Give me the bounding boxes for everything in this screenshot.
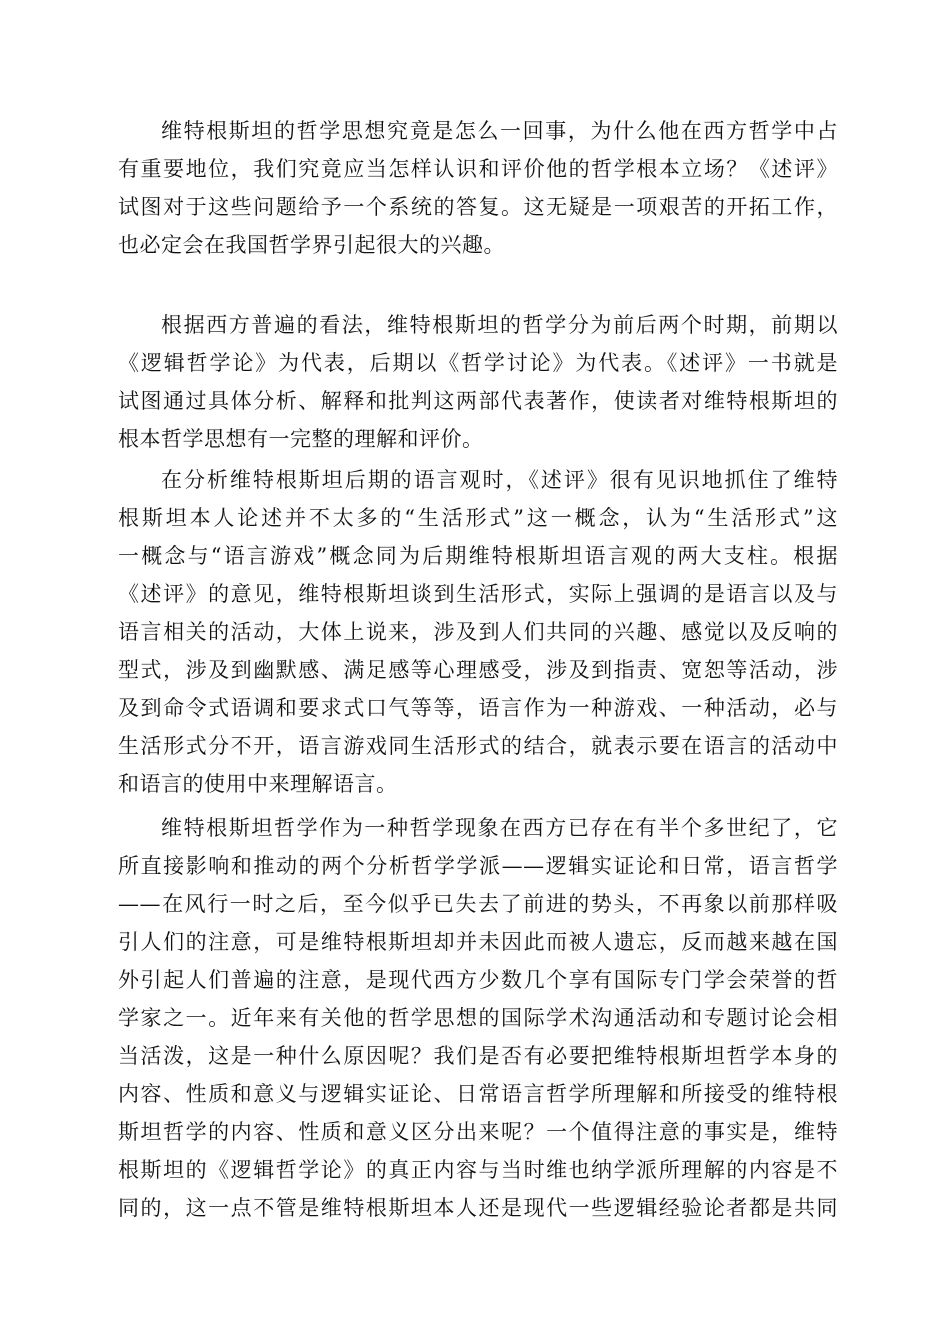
text-line: 一概念与“语言游戏”概念同为后期维特根斯坦语言观的两大支柱。根据 [118,544,838,568]
text-line: 《逻辑哲学论》为代表，后期以《哲学讨论》为代表。《述评》一书就是 [118,351,838,375]
text-line: 试图对于这些问题给予一个系统的答复。这无疑是一项艰苦的开拓工作， [118,195,838,219]
text-line: 学家之一。近年来有关他的哲学思想的国际学术沟通活动和专题讨论会相 [118,1006,838,1030]
paragraph-1 [118,112,838,264]
text-line: 外引起人们普遍的注意，是现代西方少数几个享有国际专门学会荣誉的哲 [118,968,838,992]
paragraph-3 [118,461,838,803]
text-line: 同的，这一点不管是维特根斯坦本人还是现代一些逻辑经验论者都是共同 [118,1196,838,1220]
text-line: 引人们的注意，可是维特根斯坦却并未因此而被人遗忘，反而越来越在国 [118,930,838,954]
text-line: 有重要地位，我们究竟应当怎样认识和评价他的哲学根本立场？《述评》 [118,157,838,181]
text-line: 也必定会在我国哲学界引起很大的兴趣。 [118,233,505,257]
text-line: 在分析维特根斯坦后期的语言观时，《述评》很有见识地抓住了维特 [161,468,838,492]
text-line: 语言相关的活动，大体上说来，涉及到人们共同的兴趣、感觉以及反响的 [118,620,838,644]
text-line: 试图通过具体分析、解释和批判这两部代表著作，使读者对维特根斯坦的 [118,389,838,413]
text-line: 斯坦哲学的内容、性质和意义区分出来呢？一个值得注意的事实是，维特 [118,1120,838,1144]
text-line: 维特根斯坦哲学作为一种哲学现象在西方已存在有半个多世纪了，它 [161,816,838,840]
text-line: 维特根斯坦的哲学思想究竟是怎么一回事，为什么他在西方哲学中占 [161,119,838,143]
text-line: 及到命令式语调和要求式口气等等，语言作为一种游戏、一种活动，必与 [118,696,838,720]
text-line: 生活形式分不开，语言游戏同生活形式的结合，就表示要在语言的活动中 [118,734,838,758]
text-line: 根本哲学思想有一完整的理解和评价。 [118,427,484,451]
text-line: 和语言的使用中来理解语言。 [118,772,398,796]
paragraph-2 [118,306,838,458]
text-line: ——在风行一时之后，至今似乎已失去了前进的势头，不再象以前那样吸 [118,892,838,916]
text-line: 根斯坦的《逻辑哲学论》的真正内容与当时维也纳学派所理解的内容是不 [118,1158,838,1182]
text-line: 《述评》的意见，维特根斯坦谈到生活形式，实际上强调的是语言以及与 [118,582,838,606]
text-line: 根斯坦本人论述并不太多的“生活形式”这一概念，认为“生活形式”这 [118,506,838,530]
paragraph-4 [118,809,838,1227]
text-line: 所直接影响和推动的两个分析哲学学派——逻辑实证论和日常，语言哲学 [118,854,838,878]
text-line: 当活泼，这是一种什么原因呢？我们是否有必要把维特根斯坦哲学本身的 [118,1044,838,1068]
text-line: 内容、性质和意义与逻辑实证论、日常语言哲学所理解和所接受的维特根 [118,1082,838,1106]
text-line: 根据西方普遍的看法，维特根斯坦的哲学分为前后两个时期，前期以 [161,313,838,337]
text-line: 型式，涉及到幽默感、满足感等心理感受，涉及到指责、宽恕等活动，涉 [118,658,838,682]
